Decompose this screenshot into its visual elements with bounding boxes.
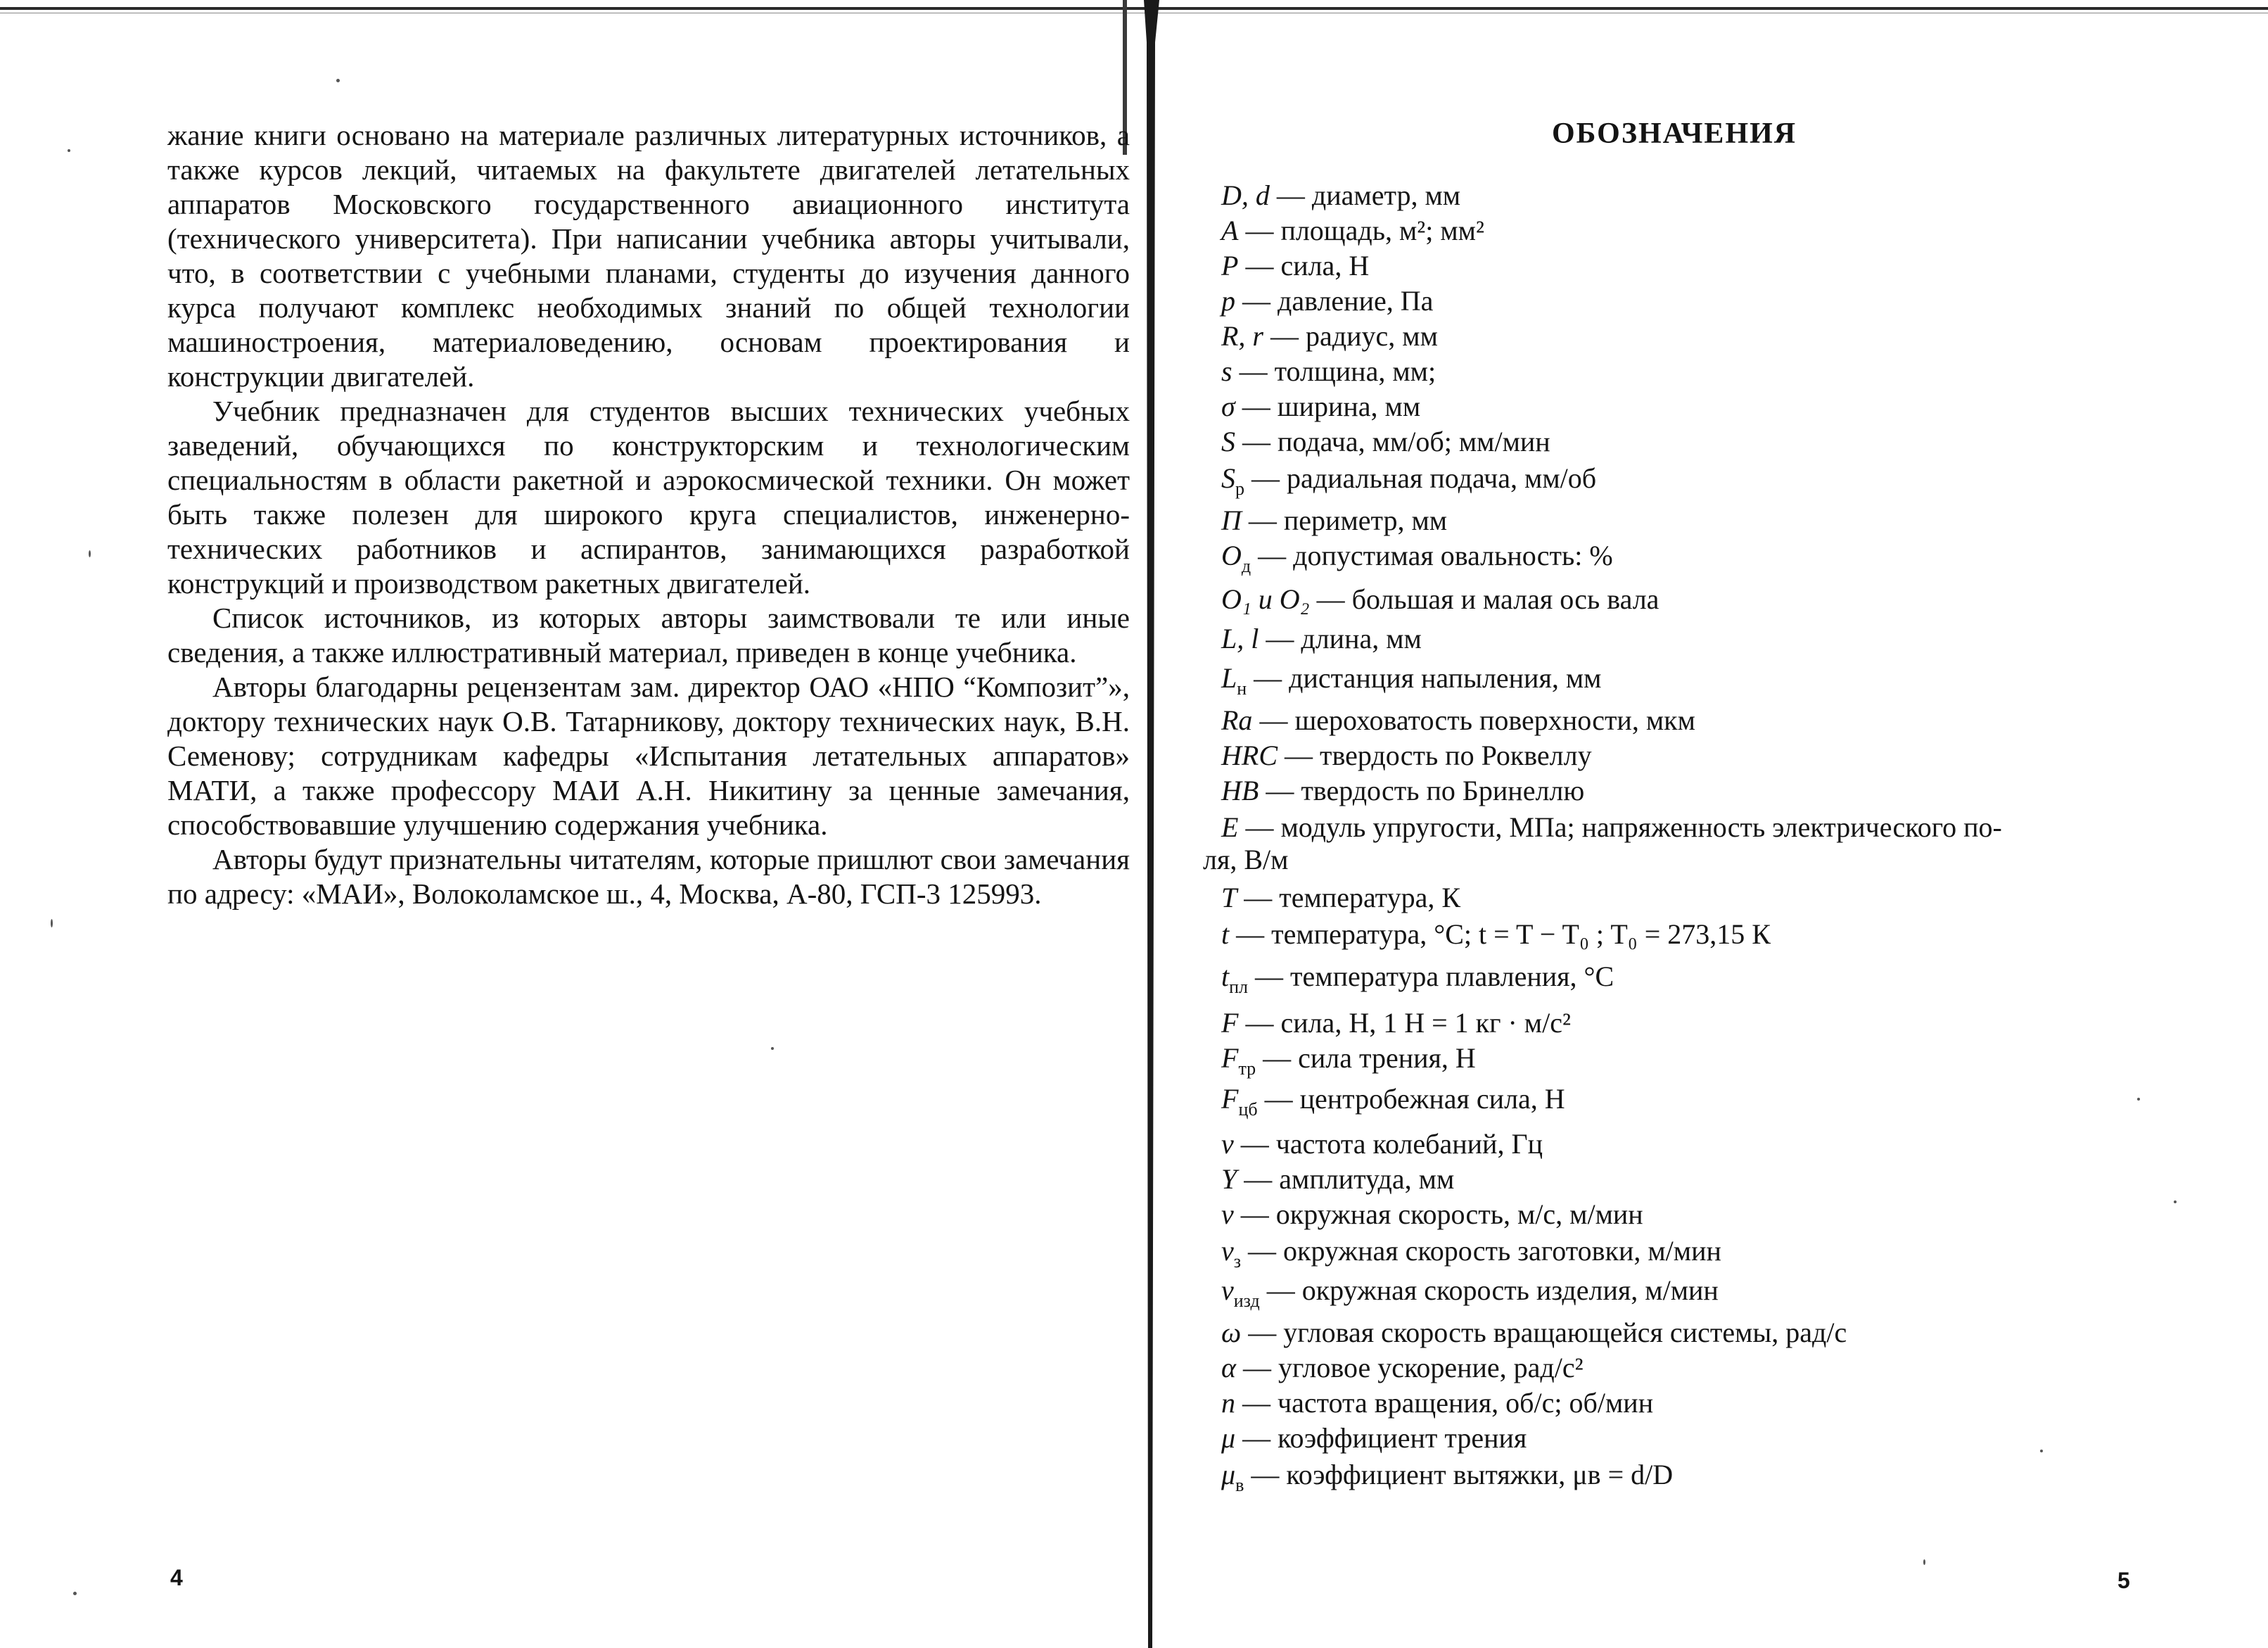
notation-symbol: О₁ и О₂ (1221, 583, 1310, 615)
paragraph-3: Список источников, из которых авторы заимствовали те или иные сведения, а также иллюстративный материал, приведен в конце учебника. (167, 602, 1130, 668)
notation-symbol: F (1221, 1083, 1239, 1115)
notation-description: — коэффициент вытяжки, μв = d/D (1244, 1459, 1674, 1490)
notation-description: — диаметр, мм (1269, 179, 1461, 211)
notation-symbol: F (1221, 1042, 1239, 1074)
notation-row (1221, 1351, 1584, 1385)
notation-row (1221, 960, 1614, 1004)
notation-description: — частота колебаний, Гц (1233, 1128, 1543, 1160)
notation-description: — твердость по Бринеллю (1259, 775, 1585, 806)
page-number-left: 4 (170, 1565, 183, 1590)
paragraph-4: Авторы благодарны рецензентам зам. директор ОАО «НПО “Композит”», доктору технических наук О.В. Татарникову, доктору технических наук, В.Н. Семенову; сотрудникам кафедры «Испытания летательных аппаратов» МАТИ, а также профессору МАИ А.Н. Никитину за ценные замечания, способствовавшие улучшению содержания учебника. (167, 671, 1130, 841)
notation-description: — сила трения, Н (1256, 1042, 1476, 1074)
notation-symbol: F (1221, 1007, 1239, 1039)
notation-description: — температура, °С; t = T − T₀ ; T₀ = 273,15 К (1229, 918, 1771, 950)
scan-speck (73, 1592, 77, 1595)
notation-row (1221, 1234, 1721, 1279)
notation-symbol: p (1221, 285, 1235, 317)
notation-symbol: Ra (1221, 704, 1253, 736)
notation-description: — угловая скорость вращающейся системы, рад/с (1241, 1317, 1847, 1348)
notation-symbol: σ (1221, 391, 1235, 422)
notation-description: — радиальная подача, мм/об (1244, 462, 1597, 494)
notation-symbol: n (1221, 1387, 1235, 1419)
notation-row (1221, 774, 1584, 808)
scan-speck (2040, 1450, 2043, 1452)
notation-row (1221, 661, 1602, 706)
paragraph-5: Авторы будут признательны читателям, которые пришлют свои замечания по адресу: «МАИ», Волоколамское ш., 4, Москва, А-80, ГСП-3 125993. (167, 843, 1130, 910)
notation-description: — угловое ускорение, рад/с² (1236, 1352, 1584, 1383)
notation-description: — давление, Па (1235, 285, 1434, 317)
notation-symbol: ω (1221, 1317, 1242, 1348)
notation-row (1221, 1458, 1673, 1502)
notation-description: — температура, К (1237, 882, 1461, 913)
notation-row (1221, 739, 1592, 773)
notation-description: — периметр, мм (1241, 505, 1448, 536)
paragraph-1: жание книги основано на материале различных литературных источников, а также курсов лекций, читаемых на факультете двигателей летательных аппаратов Московского государственного авиационного института (технического университета). При написании учебника авторы учитывали, что, в соответствии с учебными планами, студенты до изучения данного курса получают комплекс необходимых знаний по общей технологии машиностроения, материаловедению, основам проектирования и конструкции двигателей. (167, 119, 1130, 393)
notation-symbol: Y (1221, 1163, 1237, 1195)
page-title: ОБОЗНАЧЕНИЯ (1552, 118, 1797, 150)
scan-speck (2137, 1098, 2140, 1101)
notation-symbol: S (1221, 426, 1235, 457)
notation-symbol: R, r (1221, 320, 1263, 352)
notation-row (1221, 284, 1433, 318)
notation-row (1221, 704, 1695, 737)
notation-description: — дистанция напыления, мм (1247, 662, 1602, 694)
notation-row (1221, 881, 1460, 915)
notation-description: — большая и малая ось вала (1309, 583, 1659, 615)
notation-row (1221, 425, 1550, 459)
notation-subscript: н (1237, 678, 1247, 699)
notation-row (1221, 918, 1771, 951)
notation-symbol: μ (1221, 1422, 1236, 1454)
notation-description: — подача, мм/об; мм/мин (1235, 426, 1550, 457)
notation-row (1221, 319, 1438, 353)
notation-symbol: П (1221, 505, 1242, 536)
notation-row (1221, 355, 1436, 388)
notation-row (1221, 390, 1420, 424)
notation-row (1221, 1162, 1454, 1196)
notation-description: — твердость по Роквеллу (1278, 740, 1592, 771)
notation-symbol: L, l (1221, 623, 1259, 654)
notation-description: — модуль упругости, МПа; напряженность электрического по- (1238, 811, 2002, 843)
scan-speck (2174, 1200, 2177, 1203)
notation-symbol: v (1221, 1198, 1234, 1230)
notation-description: — шероховатость поверхности, мкм (1252, 704, 1695, 736)
notation-subscript: з (1233, 1251, 1242, 1272)
notation-description: — ширина, мм (1235, 391, 1421, 422)
scan-speck (336, 79, 340, 82)
notation-symbol: v (1221, 1274, 1234, 1306)
notation-description: — сила, Н, 1 Н = 1 кг · м/с² (1238, 1007, 1571, 1039)
notation-subscript: р (1235, 478, 1244, 499)
notation-row (1203, 811, 2002, 875)
notation-subscript: в (1235, 1475, 1244, 1495)
notation-symbol: О (1221, 540, 1242, 571)
notation-description: — окружная скорость, м/с, м/мин (1233, 1198, 1643, 1230)
scan-speck (771, 1047, 774, 1050)
notation-description: — длина, мм (1259, 623, 1422, 654)
notation-symbol: μ (1221, 1459, 1236, 1490)
notation-symbol: A (1221, 215, 1239, 246)
notation-row (1221, 1041, 1476, 1086)
notation-description: — частота вращения, об/с; об/мин (1235, 1387, 1654, 1419)
notation-symbol: s (1221, 355, 1232, 387)
notation-description: — окружная скорость заготовки, м/мин (1241, 1235, 1721, 1267)
notation-description: — допустимая овальность: % (1251, 540, 1613, 571)
notation-description: — сила, Н (1238, 250, 1370, 281)
notation-symbol: D, d (1221, 179, 1270, 211)
notation-description-continuation: ля, В/м (1203, 844, 1289, 875)
notation-row (1221, 539, 1613, 583)
page-number-right: 5 (2117, 1568, 2130, 1593)
notation-description: — температура плавления, °С (1248, 961, 1614, 992)
notation-symbol: P (1221, 250, 1239, 281)
notation-symbol: T (1221, 882, 1237, 913)
notation-symbol: t (1221, 961, 1230, 992)
notation-row (1221, 583, 1659, 616)
notation-row (1221, 1274, 1719, 1318)
notation-row (1221, 1006, 1571, 1040)
scan-speck (68, 149, 70, 152)
notation-row (1221, 179, 1460, 213)
notation-description: — центробежная сила, Н (1257, 1083, 1565, 1115)
notation-subscript: цб (1238, 1099, 1258, 1120)
notation-symbol: HRC (1221, 740, 1278, 771)
notation-description: — амплитуда, мм (1237, 1163, 1455, 1195)
notation-description: — коэффициент трения (1235, 1422, 1527, 1454)
scan-speck (51, 919, 53, 927)
notation-subscript: д (1241, 556, 1251, 576)
notation-symbol: α (1221, 1352, 1236, 1383)
scan-speck (89, 550, 91, 557)
notation-symbol: L (1221, 662, 1237, 694)
notation-row (1221, 214, 1484, 248)
notation-description: — площадь, м²; мм² (1238, 215, 1484, 246)
notation-row (1221, 462, 1596, 506)
notation-description: — радиус, мм (1263, 320, 1438, 352)
notation-subscript: пл (1229, 977, 1249, 997)
notation-description: — толщина, мм; (1232, 355, 1436, 387)
notation-subscript: изд (1233, 1291, 1260, 1311)
notation-row (1221, 622, 1422, 656)
notation-row (1221, 1127, 1543, 1161)
notation-row (1221, 1421, 1527, 1455)
notation-subscript: тр (1238, 1058, 1256, 1079)
book-spine (1142, 0, 1161, 1648)
top-edge-rule (0, 7, 2268, 10)
notation-symbol: ν (1221, 1128, 1234, 1160)
scan-speck (1923, 1559, 1925, 1565)
notation-row (1221, 1198, 1643, 1231)
notation-row (1221, 1316, 1847, 1350)
notation-symbol: v (1221, 1235, 1234, 1267)
notation-symbol: S (1221, 462, 1235, 494)
left-page-text (167, 118, 1130, 911)
notation-row (1221, 249, 1369, 283)
notation-row (1221, 504, 1447, 538)
notation-symbol: t (1221, 918, 1230, 950)
notation-row (1221, 1386, 1653, 1420)
notation-symbol: HB (1221, 775, 1259, 806)
notation-row (1221, 1082, 1565, 1127)
notation-symbol: E (1221, 811, 1239, 843)
notation-description: — окружная скорость изделия, м/мин (1259, 1274, 1719, 1306)
paragraph-2: Учебник предназначен для студентов высших технических учебных заведений, обучающихся по конструкторским и технологическим специальностям в области ракетной и аэрокосмической техники. Он может быть также полезен для широкого круга специалистов, инженерно-технических работников и аспирантов, занимающихся разработкой конструкций и производством ракетных двигателей. (167, 395, 1130, 600)
